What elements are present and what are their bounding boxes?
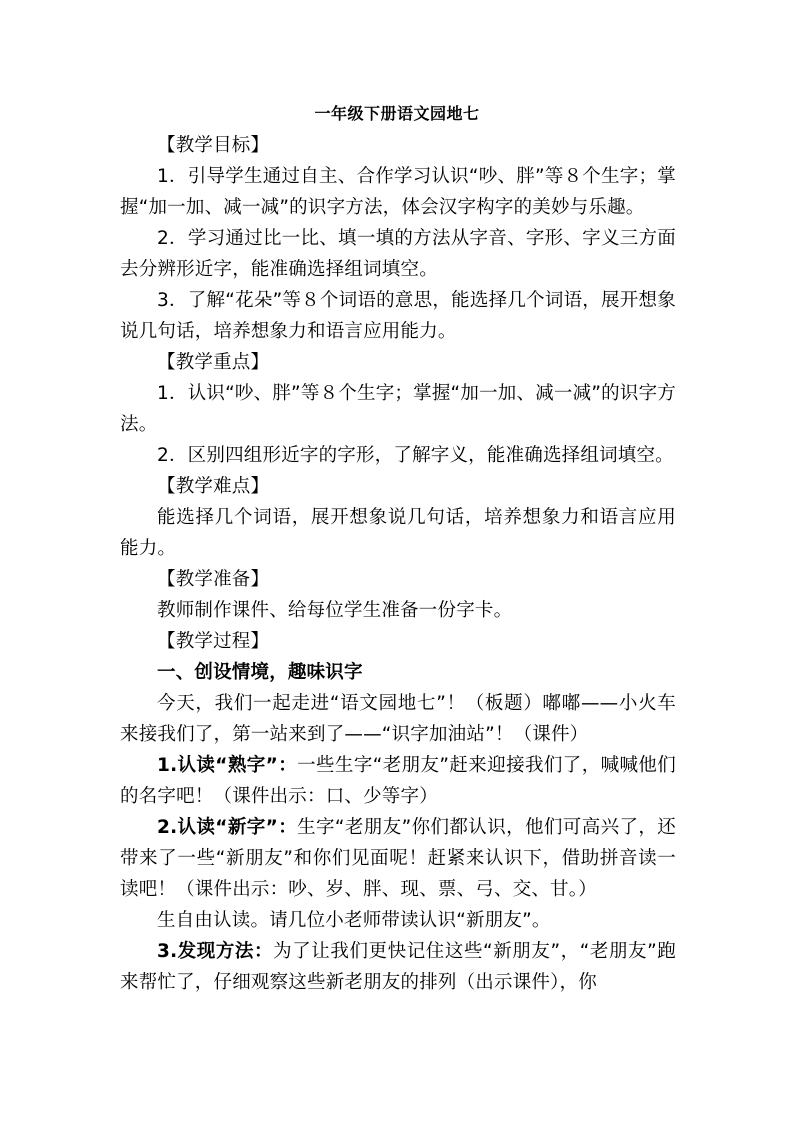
process-paragraph-1: 今天，我们一起走进“语文园地七”！（板题）嘟嘟——小火车来接我们了，第一站来到了——“识字加油站”！（课件） bbox=[120, 693, 676, 745]
step-1 bbox=[120, 750, 676, 812]
step-2-label: 2.认读“新字”： bbox=[157, 817, 298, 838]
key-point-2: 2．区别四组形近字的字形，了解字义，能准确选择组词填空。 bbox=[157, 445, 674, 466]
goal-2: 2．学习通过比一比、填一填的方法从字音、字形、字义三方面去分辨形近字，能准确选择组词填空。 bbox=[120, 228, 676, 280]
step-3 bbox=[120, 936, 676, 998]
goal-3: 3．了解“花朵”等８个词语的意思，能选择几个词语，展开想象说几句话，培养想象力和语言应用能力。 bbox=[120, 290, 676, 342]
difficulty-1: 能选择几个词语，展开想象说几句话，培养想象力和语言应用能力。 bbox=[120, 507, 676, 559]
preparation-1: 教师制作课件、给每位学生准备一份字卡。 bbox=[157, 600, 513, 621]
process-heading: 【教学过程】 bbox=[157, 631, 270, 652]
step-2-text: 生字“老朋友”你们都认识，他们可高兴了，还带来了一些“新朋友”和你们见面呢！赶紧来认识下，借助拼音读一读吧！（课件出示：吵、岁、胖、现、票、弓、交、甘。） bbox=[120, 817, 676, 900]
step-1-text: 一些生字“老朋友”赶来迎接我们了，喊喊他们的名字吧！（课件出示：口、少等字） bbox=[120, 755, 676, 807]
page-title: 一年级下册语文园地七 bbox=[314, 104, 480, 123]
step-3-text: 为了让我们更快记住这些“新朋友”，“老朋友”跑来帮忙了，仔细观察这些新老朋友的排列（出示课件），你 bbox=[120, 941, 676, 993]
step-2 bbox=[120, 812, 676, 905]
document-body bbox=[120, 130, 676, 998]
process-section-1: 一、创设情境，趣味识字 bbox=[157, 662, 363, 683]
key-points-heading: 【教学重点】 bbox=[157, 352, 270, 373]
goals-heading: 【教学目标】 bbox=[157, 135, 270, 156]
step-1-label: 1.认读“熟字”： bbox=[157, 755, 298, 776]
goal-1: 1．引导学生通过自主、合作学习认识“吵、胖”等８个生字；掌握“加一加、减一减”的识字方法，体会汉字构字的美妙与乐趣。 bbox=[120, 166, 676, 218]
step-3-label: 3.发现方法： bbox=[157, 941, 274, 962]
preparation-heading: 【教学准备】 bbox=[157, 569, 270, 590]
difficulty-heading: 【教学难点】 bbox=[157, 476, 270, 497]
key-point-1: 1．认识“吵、胖”等８个生字；掌握“加一加、减一减”的识字方法。 bbox=[120, 383, 676, 435]
process-paragraph-2: 生自由认读。请几位小老师带读认识“新朋友”。 bbox=[157, 910, 551, 931]
